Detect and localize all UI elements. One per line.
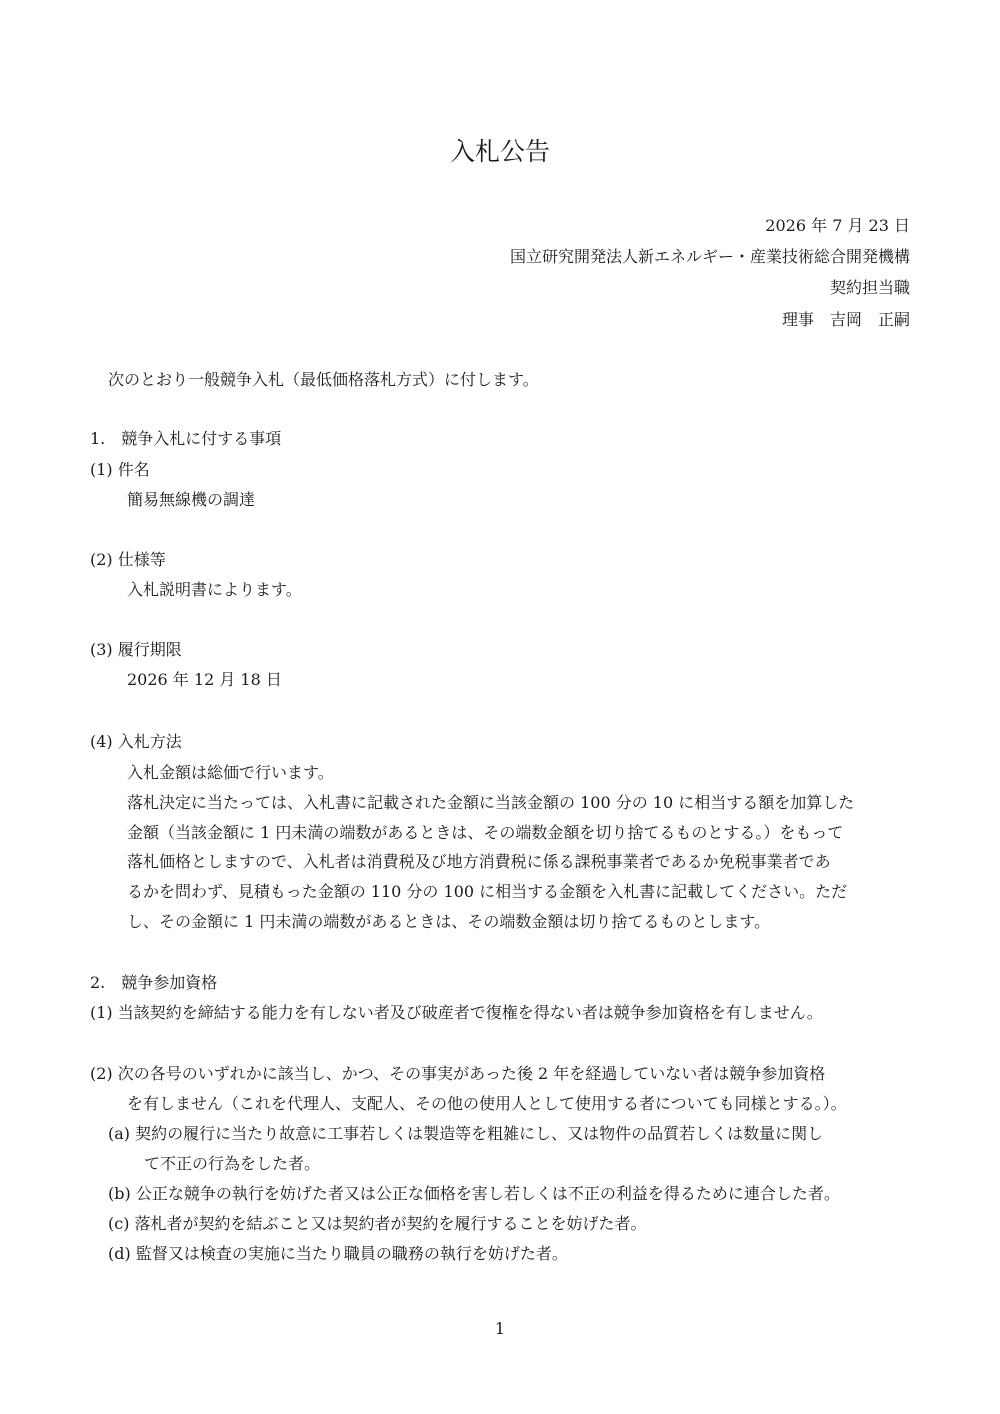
subitem-b: (b) 公正な競争の執行を妨げた者又は公正な価格を害し若しくは不正の利益を得るために連合した者。 bbox=[108, 1184, 840, 1203]
item-1-3-text: 2026 年 12 月 18 日 bbox=[127, 670, 282, 689]
subitem-c: (c) 落札者が契約を結ぶこと又は契約者が契約を履行することを妨げた者。 bbox=[108, 1214, 647, 1233]
item-1-4-line: るかを問わず、見積もった金額の 110 分の 100 に相当する金額を入札書に記載してください。ただ bbox=[127, 882, 848, 901]
subitem-a-cont: て不正の行為をした者。 bbox=[144, 1154, 321, 1173]
item-1-3-label: (3) 履行期限 bbox=[90, 640, 182, 659]
subitem-d: (d) 監督又は検査の実施に当たり職員の職務の執行を妨げた者。 bbox=[108, 1244, 568, 1263]
intro-text: 次のとおり一般競争入札（最低価格落札方式）に付します。 bbox=[108, 370, 539, 389]
item-2-1-text: (1) 当該契約を締結する能力を有しない者及び破産者で復権を得ない者は競争参加資格を有しません。 bbox=[90, 1003, 823, 1022]
item-1-4-label: (4) 入札方法 bbox=[90, 732, 182, 751]
item-2-2-text-cont: を有しません（これを代理人、支配人、その他の使用人として使用する者についても同様とする。）。 bbox=[127, 1094, 847, 1113]
item-1-2-label: (2) 仕様等 bbox=[90, 550, 166, 569]
item-1-4-line: 落札決定に当たっては、入札書に記載された金額に当該金額の 100 分の 10 に相当する額を加算した bbox=[127, 793, 855, 812]
item-1-4-line: 落札価格としますので、入札者は消費税及び地方消費税に係る課税事業者であるか免税事業者であ bbox=[127, 852, 831, 871]
contract-officer-name: 理事 吉岡 正嗣 bbox=[781, 310, 910, 329]
subitem-a: (a) 契約の履行に当たり故意に工事若しくは製造等を粗雑にし、又は物件の品質若しくは数量に関し bbox=[108, 1124, 824, 1143]
item-1-4-line: 金額（当該金額に 1 円未満の端数があるときは、その端数金額を切り捨てるものとする。）をもって bbox=[127, 823, 844, 842]
item-1-2-text: 入札説明書によります。 bbox=[127, 580, 302, 599]
issuing-organization: 国立研究開発法人新エネルギー・産業技術総合開発機構 bbox=[509, 247, 910, 266]
section-1-heading: 1. 競争入札に付する事項 bbox=[90, 429, 282, 448]
item-1-1-text: 簡易無線機の調達 bbox=[127, 490, 256, 509]
page-number: 1 bbox=[494, 1319, 506, 1338]
item-1-4-line: し、その金額に 1 円未満の端数があるときは、その端数金額は切り捨てるものとします。 bbox=[127, 912, 771, 931]
item-1-4-line: 入札金額は総価で行います。 bbox=[127, 763, 334, 782]
page-title: 入札公告 bbox=[449, 137, 550, 166]
item-2-2-text: (2) 次の各号のいずれかに該当し、かつ、その事実があった後 2 年を経過していない者は競争参加資格 bbox=[90, 1064, 826, 1083]
issue-date: 2026 年 7 月 23 日 bbox=[765, 216, 910, 235]
section-2-heading: 2. 競争参加資格 bbox=[90, 973, 218, 992]
item-1-1-label: (1) 件名 bbox=[90, 460, 150, 479]
contract-officer-position: 契約担当職 bbox=[829, 278, 910, 297]
